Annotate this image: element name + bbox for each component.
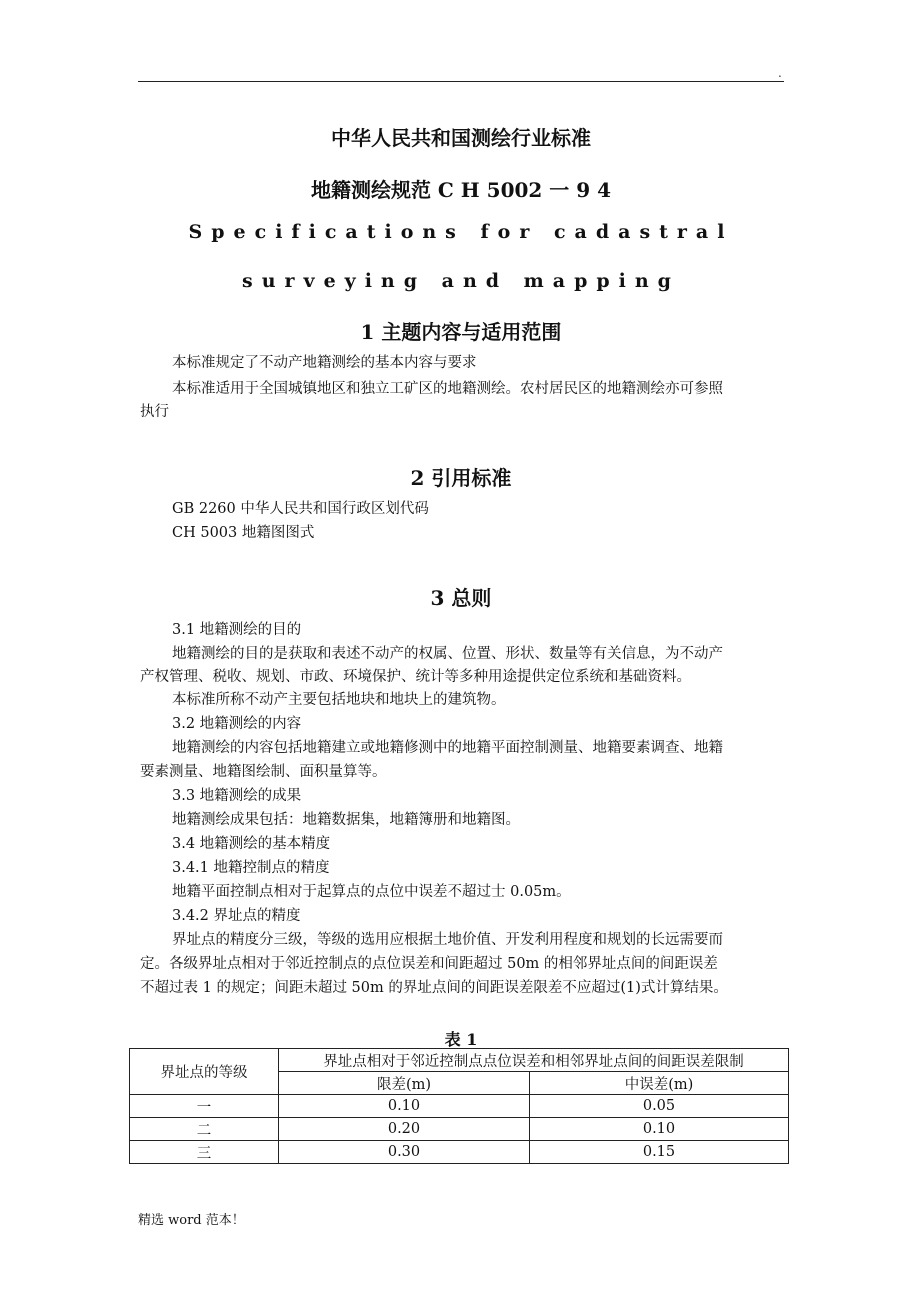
table-cell-grade: 一	[130, 1095, 279, 1118]
subsection-heading: 3.4.2 界址点的精度	[172, 908, 301, 924]
table-header-grade: 界址点的等级	[130, 1049, 279, 1095]
subsection-heading: 3.4.1 地籍控制点的精度	[172, 860, 330, 876]
table-cell-mse: 0.05	[530, 1095, 789, 1118]
table-row	[130, 1141, 789, 1164]
standard-name-title: 地籍测绘规范 C H 5002 一 9 4	[310, 178, 612, 202]
table-header-limit: 限差(m)	[279, 1072, 530, 1095]
body-text: 定。各级界址点相对于邻近控制点的点位误差和间距超过 50m 的相邻界址点间的间距误差	[140, 956, 718, 972]
english-title-line1: Specifications for cadastral	[188, 221, 734, 243]
table-cell-mse: 0.10	[530, 1118, 789, 1141]
standard-category-title: 中华人民共和国测绘行业标准	[331, 126, 591, 150]
reference-standard: GB 2260 中华人民共和国行政区划代码	[172, 501, 429, 517]
table-cell-limit: 0.20	[279, 1118, 530, 1141]
reference-standard: CH 5003 地籍图图式	[172, 525, 315, 541]
section-1-paragraph: 本标准适用于全国城镇地区和独立工矿区的地籍测绘。农村居民区的地籍测绘亦可参照	[172, 381, 723, 397]
body-text: 地籍测绘的内容包括地籍建立或地籍修测中的地籍平面控制测量、地籍要素调查、地籍	[172, 740, 723, 756]
body-text: 产权管理、税收、规划、市政、环境保护、统计等多种用途提供定位系统和基础资料。	[140, 669, 691, 685]
table-header-group: 界址点相对于邻近控制点点位误差和相邻界址点间的间距误差限制	[279, 1049, 789, 1072]
english-title-line2: surveying and mapping	[242, 270, 680, 292]
table-cell-limit: 0.30	[279, 1141, 530, 1164]
table-cell-grade: 二	[130, 1118, 279, 1141]
subsection-heading: 3.3 地籍测绘的成果	[172, 788, 302, 804]
subsection-heading: 3.2 地籍测绘的内容	[172, 716, 302, 732]
section-2-heading: 2 引用标准	[410, 466, 512, 490]
table-cell-grade: 三	[130, 1141, 279, 1164]
body-text: 地籍平面控制点相对于起算点的点位中误差不超过士 0.05m。	[172, 884, 571, 900]
header-mark: .	[778, 66, 782, 80]
table-caption: 表 1	[444, 1030, 478, 1049]
header-rule	[138, 81, 784, 82]
section-1-paragraph: 本标准规定了不动产地籍测绘的基本内容与要求	[172, 355, 477, 371]
body-text: 不超过表 1 的规定；间距未超过 50m 的界址点间的间距误差限差不应超过(1)式计算结果。	[140, 980, 728, 996]
section-1-paragraph: 执行	[140, 404, 169, 420]
table-cell-mse: 0.15	[530, 1141, 789, 1164]
body-text: 本标准所称不动产主要包括地块和地块上的建筑物。	[172, 692, 506, 708]
body-text: 地籍测绘的目的是获取和表述不动产的权属、位置、形状、数量等有关信息，为不动产	[172, 646, 723, 662]
section-1-heading: 1 主题内容与适用范围	[360, 320, 562, 344]
table-header-mse: 中误差(m)	[530, 1072, 789, 1095]
subsection-heading: 3.4 地籍测绘的基本精度	[172, 836, 331, 852]
table-row	[130, 1095, 789, 1118]
table-cell-limit: 0.10	[279, 1095, 530, 1118]
section-3-heading: 3 总则	[430, 586, 492, 610]
body-text: 界址点的精度分三级，等级的选用应根据土地价值、开发利用程度和规划的长远需要而	[172, 932, 723, 948]
subsection-heading: 3.1 地籍测绘的目的	[172, 622, 302, 638]
page-footer: 精选 word 范本！	[138, 1213, 245, 1228]
precision-table	[129, 1048, 789, 1164]
body-text: 地籍测绘成果包括：地籍数据集，地籍簿册和地籍图。	[172, 812, 520, 828]
table-row	[130, 1118, 789, 1141]
body-text: 要素测量、地籍图绘制、面积量算等。	[140, 764, 387, 780]
